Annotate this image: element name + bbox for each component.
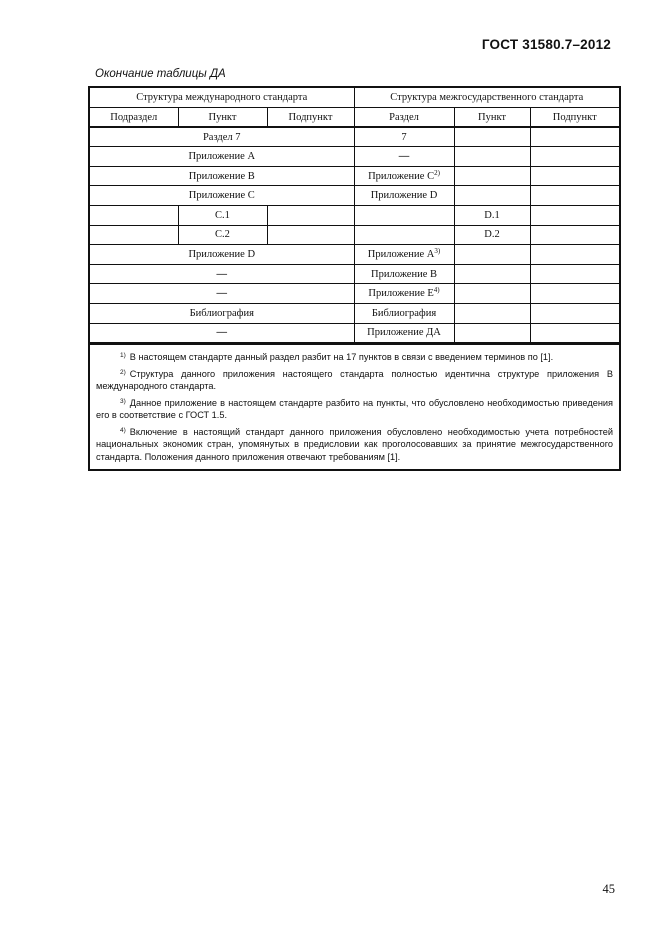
empty-cell bbox=[530, 225, 619, 245]
col-header-nat-section: Раздел bbox=[354, 108, 454, 128]
footnote-3 bbox=[96, 397, 613, 422]
empty-cell bbox=[267, 225, 354, 245]
nat-cell bbox=[354, 127, 454, 147]
footnote-ref: 2) bbox=[434, 168, 440, 177]
nat-cell-text: Приложение В bbox=[371, 268, 437, 280]
nat-cell-text: 7 bbox=[401, 131, 407, 143]
intl-cell bbox=[90, 284, 354, 304]
footnote-mark: 2) bbox=[120, 368, 126, 376]
table-row bbox=[90, 127, 619, 147]
footnote-mark: 4) bbox=[120, 426, 126, 434]
col-header-intl-subclause: Подпункт bbox=[267, 108, 354, 128]
empty-cell bbox=[90, 225, 178, 245]
footnote-text: Данное приложение в настоящем стандарте разбито на пункты, что обусловлено необходимостью приведения его в соответствие с ГОСТ 1.5. bbox=[96, 397, 613, 421]
table-row bbox=[90, 323, 619, 343]
footnote-4 bbox=[96, 426, 613, 464]
col-header-intl-clause: Пункт bbox=[178, 108, 267, 128]
empty-cell bbox=[454, 323, 530, 343]
footnote-mark: 3) bbox=[120, 397, 126, 405]
empty-cell bbox=[454, 186, 530, 206]
intl-cell: Приложение D bbox=[90, 245, 354, 265]
nat-cell-text: Приложение Е bbox=[368, 288, 434, 300]
intl-item-cell: С.2 bbox=[178, 225, 267, 245]
dash-mark: — bbox=[398, 151, 410, 163]
empty-cell bbox=[454, 147, 530, 167]
footnote-2 bbox=[96, 368, 613, 393]
nat-cell bbox=[354, 245, 454, 265]
empty-cell bbox=[530, 206, 619, 226]
nat-item-cell: D.2 bbox=[454, 225, 530, 245]
nat-cell-text: Приложение А bbox=[367, 249, 435, 261]
group-header-row bbox=[90, 88, 619, 108]
table-row bbox=[90, 147, 619, 167]
empty-cell bbox=[267, 206, 354, 226]
empty-cell bbox=[530, 323, 619, 343]
empty-cell bbox=[354, 225, 454, 245]
footnote-text: Структура данного приложения настоящего стандарта полностью идентична структуре приложения В международного стандарта. bbox=[96, 368, 613, 392]
empty-cell bbox=[530, 147, 619, 167]
empty-cell bbox=[530, 127, 619, 147]
table-caption: Окончание таблицы ДА bbox=[95, 68, 226, 80]
intl-cell bbox=[90, 264, 354, 284]
empty-cell bbox=[530, 186, 619, 206]
table-row bbox=[90, 225, 619, 245]
intl-cell bbox=[90, 323, 354, 343]
nat-cell bbox=[354, 323, 454, 343]
nat-cell bbox=[354, 304, 454, 324]
table-row bbox=[90, 186, 619, 206]
dash-mark: — bbox=[216, 327, 227, 339]
column-header-row bbox=[90, 108, 619, 128]
group-header-international: Структура международного стандарта bbox=[90, 88, 354, 108]
nat-cell bbox=[354, 264, 454, 284]
col-header-nat-subclause: Подпункт bbox=[530, 108, 619, 128]
footnote-text: В настоящем стандарте данный раздел разбит на 17 пунктов в связи с введением терминов по [1]. bbox=[129, 352, 554, 363]
nat-cell bbox=[354, 284, 454, 304]
intl-cell: Приложение В bbox=[90, 166, 354, 186]
table-footnotes bbox=[90, 343, 619, 469]
empty-cell bbox=[530, 264, 619, 284]
empty-cell bbox=[454, 304, 530, 324]
footnote-ref: 4) bbox=[433, 286, 440, 295]
table-row bbox=[90, 166, 619, 186]
intl-item-cell: С.1 bbox=[178, 206, 267, 226]
footnote-text: Включение в настоящий стандарт данного приложения обусловлено необходимостью учета потребностей национальных экономик стран, упомянутых в предисловии как проголосовавших за принятие межгосударственного стандарта. Положения данного приложения отвечают требованиям [1]. bbox=[96, 426, 613, 462]
dash-mark: — bbox=[216, 288, 227, 300]
intl-cell: Раздел 7 bbox=[90, 127, 354, 147]
empty-cell bbox=[454, 127, 530, 147]
nat-cell-text: Приложение С bbox=[368, 170, 435, 182]
comparison-table-grid bbox=[90, 88, 619, 343]
col-header-intl-subsection: Подраздел bbox=[90, 108, 178, 128]
table-row bbox=[90, 304, 619, 324]
nat-cell bbox=[354, 186, 454, 206]
empty-cell bbox=[530, 245, 619, 265]
empty-cell bbox=[454, 245, 530, 265]
empty-cell bbox=[454, 166, 530, 186]
nat-cell bbox=[354, 166, 454, 186]
empty-cell bbox=[454, 264, 530, 284]
group-header-interstate: Структура межгосударственного стандарта bbox=[354, 88, 619, 108]
page-number: 45 bbox=[602, 882, 615, 896]
empty-cell bbox=[90, 206, 178, 226]
nat-cell bbox=[354, 147, 454, 167]
intl-cell: Библиография bbox=[90, 304, 354, 324]
footnote-1 bbox=[96, 351, 613, 364]
table-row bbox=[90, 264, 619, 284]
structure-comparison-table bbox=[88, 86, 621, 471]
nat-item-cell: D.1 bbox=[454, 206, 530, 226]
footnote-ref: 3) bbox=[434, 247, 441, 256]
nat-cell-text: Приложение D bbox=[370, 190, 438, 202]
nat-cell-text: Библиография bbox=[371, 307, 437, 319]
dash-mark: — bbox=[216, 268, 227, 280]
empty-cell bbox=[530, 284, 619, 304]
document-designation: ГОСТ 31580.7–2012 bbox=[481, 37, 611, 52]
empty-cell bbox=[454, 284, 530, 304]
col-header-nat-clause: Пункт bbox=[454, 108, 530, 128]
empty-cell bbox=[530, 304, 619, 324]
intl-cell: Приложение С bbox=[90, 186, 354, 206]
empty-cell bbox=[530, 166, 619, 186]
table-row bbox=[90, 206, 619, 226]
empty-cell bbox=[354, 206, 454, 226]
table-row bbox=[90, 245, 619, 265]
intl-cell: Приложение А bbox=[90, 147, 354, 167]
footnote-mark: 1) bbox=[120, 352, 126, 360]
table-row bbox=[90, 284, 619, 304]
nat-cell-text: Приложение ДА bbox=[367, 327, 441, 339]
